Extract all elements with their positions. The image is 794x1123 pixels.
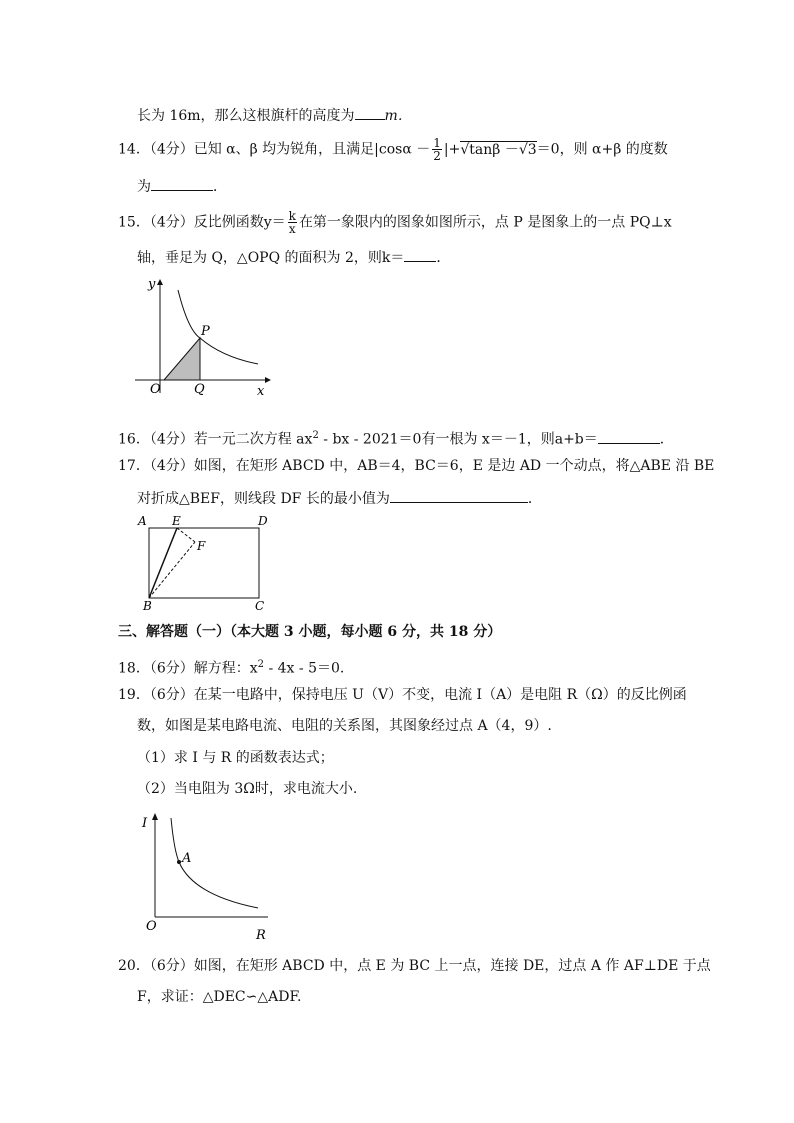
q17-segment-BF (149, 542, 195, 598)
q15-label-x: x (257, 384, 265, 399)
q17-answer-blank[interactable] (390, 488, 528, 503)
section3-title: 三、解答题（一）（本大题 3 小题，每小题 6 分，共 18 分） (118, 624, 502, 640)
q19-sub2: （2）当电阻为 3Ω时，求电流大小. (137, 781, 358, 797)
q19-I-arrow (152, 813, 158, 820)
q17-line1: 17．（4分）如图，在矩形 ABCD 中，AB＝4，BC＝6，E 是边 AD 一个动点，将△ABE 沿 BE (118, 458, 715, 474)
q15-label-Q: Q (194, 382, 205, 397)
q16-line: 16．（4分）若一元二次方程 $ax^2$ - bx - 2021＝0有一根为 x＝－1，则a+b＝ ． (118, 430, 674, 448)
q18-line: 18．（6分）解方程：$x^2 - 4x - 5=0$. (118, 659, 345, 677)
q15-label-O: O (150, 382, 161, 397)
q19-label-O: O (146, 919, 157, 934)
q14-fraction: $\frac{1}{2}$ (433, 136, 441, 163)
q15-label-y: y (148, 277, 156, 292)
q13-tail-line: 长为 16m，那么这根旗杆的高度为 m． (137, 105, 412, 126)
q14-line2: 为 ． (137, 176, 227, 197)
q20-line1: 20．（6分）如图，在矩形 ABCD 中，点 E 为 BC 上一点，连接 DE，过点 A 作 AF⊥DE 于点 (118, 958, 711, 974)
q15-answer-blank[interactable] (404, 247, 436, 262)
q14-answer-blank[interactable] (151, 176, 213, 191)
q19-label-R: R (256, 928, 266, 943)
q17-segment-EF (177, 528, 195, 542)
q16-answer-blank[interactable] (598, 429, 660, 444)
q15-fraction: $\frac{k}{x}$ (288, 209, 296, 236)
q17-label-B: B (143, 599, 152, 612)
q17-segment-BE (149, 528, 177, 598)
q19-sub1: （1）求 I 与 R 的函数表达式； (137, 750, 334, 766)
q20-line2: F，求证：△DEC∽△ADF. (137, 989, 302, 1005)
q15-x-arrow (265, 377, 271, 383)
q17-label-C: C (255, 599, 265, 612)
q13-answer-blank[interactable] (355, 105, 385, 120)
q19-point-A (177, 860, 181, 864)
q17-label-E: E (172, 514, 181, 528)
q14-sqrt: √tanβ －√3 (460, 141, 537, 158)
q15-y-arrow (157, 279, 163, 285)
q15-figure (130, 275, 280, 400)
q19-figure (138, 810, 278, 945)
q15-shaded-triangle (164, 338, 200, 380)
q19-label-A: A (182, 851, 192, 866)
q19-line2: 数，如图是某电路电流、电阻的关系图，其图象经过点 A（4，9）. (137, 718, 552, 734)
q14-line1: 14．（4分）已知 α、β 均为锐角，且满足|cosα － $\frac{1}{2}$ |+√tanβ －√3＝0，则 α+β 的度数 (118, 136, 668, 163)
q17-label-A: A (138, 514, 147, 528)
q15-line2: 轴，垂足为 Q，△OPQ 的面积为 2，则k＝ ． (137, 247, 450, 268)
q19-label-I: I (142, 816, 148, 831)
q17-figure (135, 512, 275, 612)
q17-label-D: D (258, 514, 268, 528)
q15-line1: 15．（4分）反比例函数y＝ $\frac{k}{x}$ 在第一象限内的图象如图所示，点 P 是图象上的一点 PQ⊥x (118, 209, 672, 236)
q17-label-F: F (197, 539, 206, 553)
q19-line1: 19．（6分）在某一电路中，保持电压 U（V）不变，电流 I（A）是电阻 R（Ω）的反比例函 (118, 687, 687, 703)
q17-line2: 对折成△BEF，则线段 DF 长的最小值为 ． (137, 488, 542, 509)
q15-label-P: P (201, 324, 210, 339)
